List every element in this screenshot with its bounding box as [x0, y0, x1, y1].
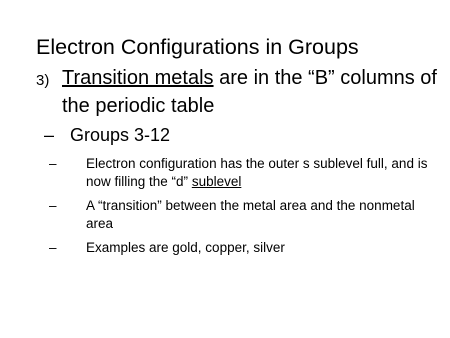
point-text: [62, 64, 442, 120]
point-number: 3): [36, 72, 50, 89]
bullet-item: [49, 155, 444, 191]
bullet-list: [49, 155, 444, 263]
point-rest-text: are in the “B” columns of the periodic table: [62, 67, 437, 117]
slide-title: Electron Configurations in Groups: [36, 35, 359, 59]
point-underlined-term: Transition metals: [62, 67, 214, 89]
sub-point: [44, 123, 170, 147]
sub-point-text: Groups 3-12: [70, 125, 171, 145]
bullet-dash: –: [49, 156, 57, 171]
bullet-text: A “transition” between the metal area and the nonmetal area: [86, 198, 415, 231]
bullet-item: [49, 197, 444, 233]
bullet-dash: –: [49, 240, 57, 255]
bullet-dash: –: [49, 198, 57, 213]
bullet-text: Electron configuration has the outer s sublevel full, and is now filling the “d”: [86, 156, 428, 189]
bullet-text: Examples are gold, copper, silver: [86, 240, 285, 255]
bullet-underlined-text: sublevel: [191, 174, 242, 189]
sub-point-dash: –: [44, 125, 55, 145]
bullet-item: [49, 239, 444, 257]
